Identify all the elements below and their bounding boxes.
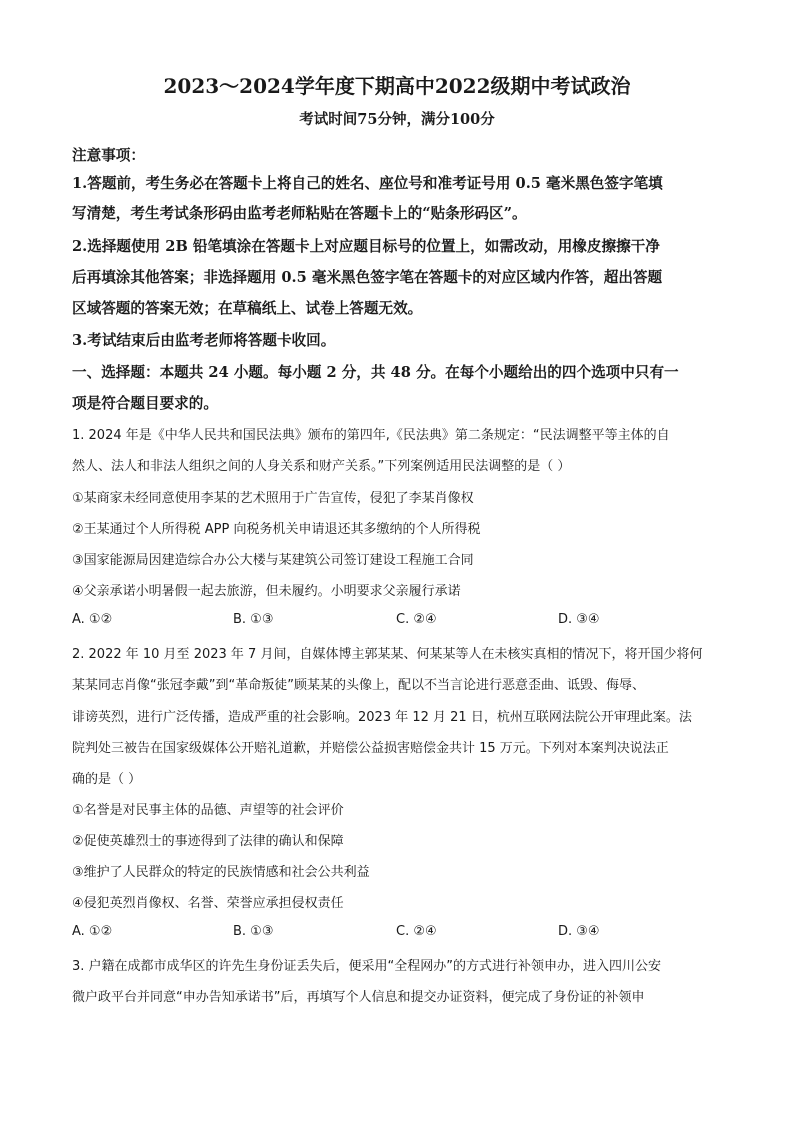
question-1-stem: 1. 2024 年是《中华人民共和国民法典》颁布的第四年,《民法典》第二条规定：“民法调整平等主体的自 (72, 428, 670, 443)
question-2-option-a: A. ①② (72, 924, 113, 939)
section-heading: 一、选择题：本题共 24 小题。每小题 2 分，共 48 分。在每个小题给出的四个选项中只有一 (72, 364, 679, 381)
question-2-option-c: C. ②④ (396, 924, 437, 939)
question-2-stem: 诽谤英烈，进行广泛传播，造成严重的社会影响。2023 年 12 月 21 日，杭州互联网法院公开审理此案。法 (72, 710, 692, 725)
question-2-option-b: B. ①③ (233, 924, 274, 939)
question-2-option-d: D. ③④ (558, 924, 600, 939)
section-heading: 项是符合题目要求的。 (72, 395, 218, 412)
question-3-stem: 微户政平台并同意“申办告知承诺书”后，再填写个人信息和提交办证资料，便完成了身份证的补领申 (72, 990, 645, 1005)
question-1-option-a: A. ①② (72, 612, 113, 627)
question-1-option-c: C. ②④ (396, 612, 437, 627)
question-2-item: ④侵犯英烈肖像权、名誉、荣誉应承担侵权责任 (72, 896, 344, 911)
notice-line: 1.答题前，考生务必在答题卡上将自己的姓名、座位号和准考证号用 0.5 毫米黑色签字笔填 (72, 175, 663, 192)
notice-line: 2.选择题使用 2B 铅笔填涂在答题卡上对应题目标号的位置上，如需改动，用橡皮擦擦干净 (72, 238, 660, 255)
notice-heading: 注意事项： (72, 147, 145, 164)
question-2-item: ①名誉是对民事主体的品德、声望等的社会评价 (72, 803, 344, 818)
question-1-option-d: D. ③④ (558, 612, 600, 627)
notice-line: 后再填涂其他答案；非选择题用 0.5 毫米黑色签字笔在答题卡的对应区域内作答，超出答题 (72, 269, 663, 286)
question-2-stem: 确的是（ ） (72, 772, 142, 787)
question-2-stem: 2. 2022 年 10 月至 2023 年 7 月间，自媒体博主郭某某、何某某等人在未核实真相的情况下，将开国少将何 (72, 647, 703, 662)
question-1-stem: 然人、法人和非法人组织之间的人身关系和财产关系。”下列案例适用民法调整的是（ ） (72, 459, 571, 474)
question-1-item: ④父亲承诺小明暑假一起去旅游，但未履约。小明要求父亲履行承诺 (72, 584, 461, 599)
question-2-stem: 院判处三被告在国家级媒体公开赔礼道歉，并赔偿公益损害赔偿金共计 15 万元。下列对本案判决说法正 (72, 741, 669, 756)
page-title: 2023～2024学年度下期高中2022级期中考试政治 (163, 74, 631, 98)
question-1-item: ③国家能源局因建造综合办公大楼与某建筑公司签订建设工程施工合同 (72, 553, 474, 568)
question-3-stem: 3. 户籍在成都市成华区的许先生身份证丢失后，便采用“全程网办”的方式进行补领申办，进入四川公安 (72, 959, 662, 974)
question-2-item: ③维护了人民群众的特定的民族情感和社会公共利益 (72, 865, 370, 880)
question-1-option-b: B. ①③ (233, 612, 274, 627)
notice-line: 3.考试结束后由监考老师将答题卡收回。 (72, 332, 336, 349)
question-1-item: ②王某通过个人所得税 APP 向税务机关申请退还其多缴纳的个人所得税 (72, 522, 481, 537)
question-2-item: ②促使英雄烈士的事迹得到了法律的确认和保障 (72, 834, 344, 849)
notice-line: 区域答题的答案无效；在草稿纸上、试卷上答题无效。 (72, 300, 423, 317)
question-1-item: ①某商家未经同意使用李某的艺术照用于广告宣传，侵犯了李某肖像权 (72, 491, 474, 506)
page-subtitle: 考试时间75分钟，满分100分 (299, 111, 495, 128)
notice-line: 写清楚，考生考试条形码由监考老师粘贴在答题卡上的“贴条形码区”。 (72, 205, 527, 222)
question-2-stem: 某某同志肖像“张冠李戴”到“革命叛徒”顾某某的头像上，配以不当言论进行恶意歪曲、诋毁、侮辱、 (72, 678, 645, 693)
